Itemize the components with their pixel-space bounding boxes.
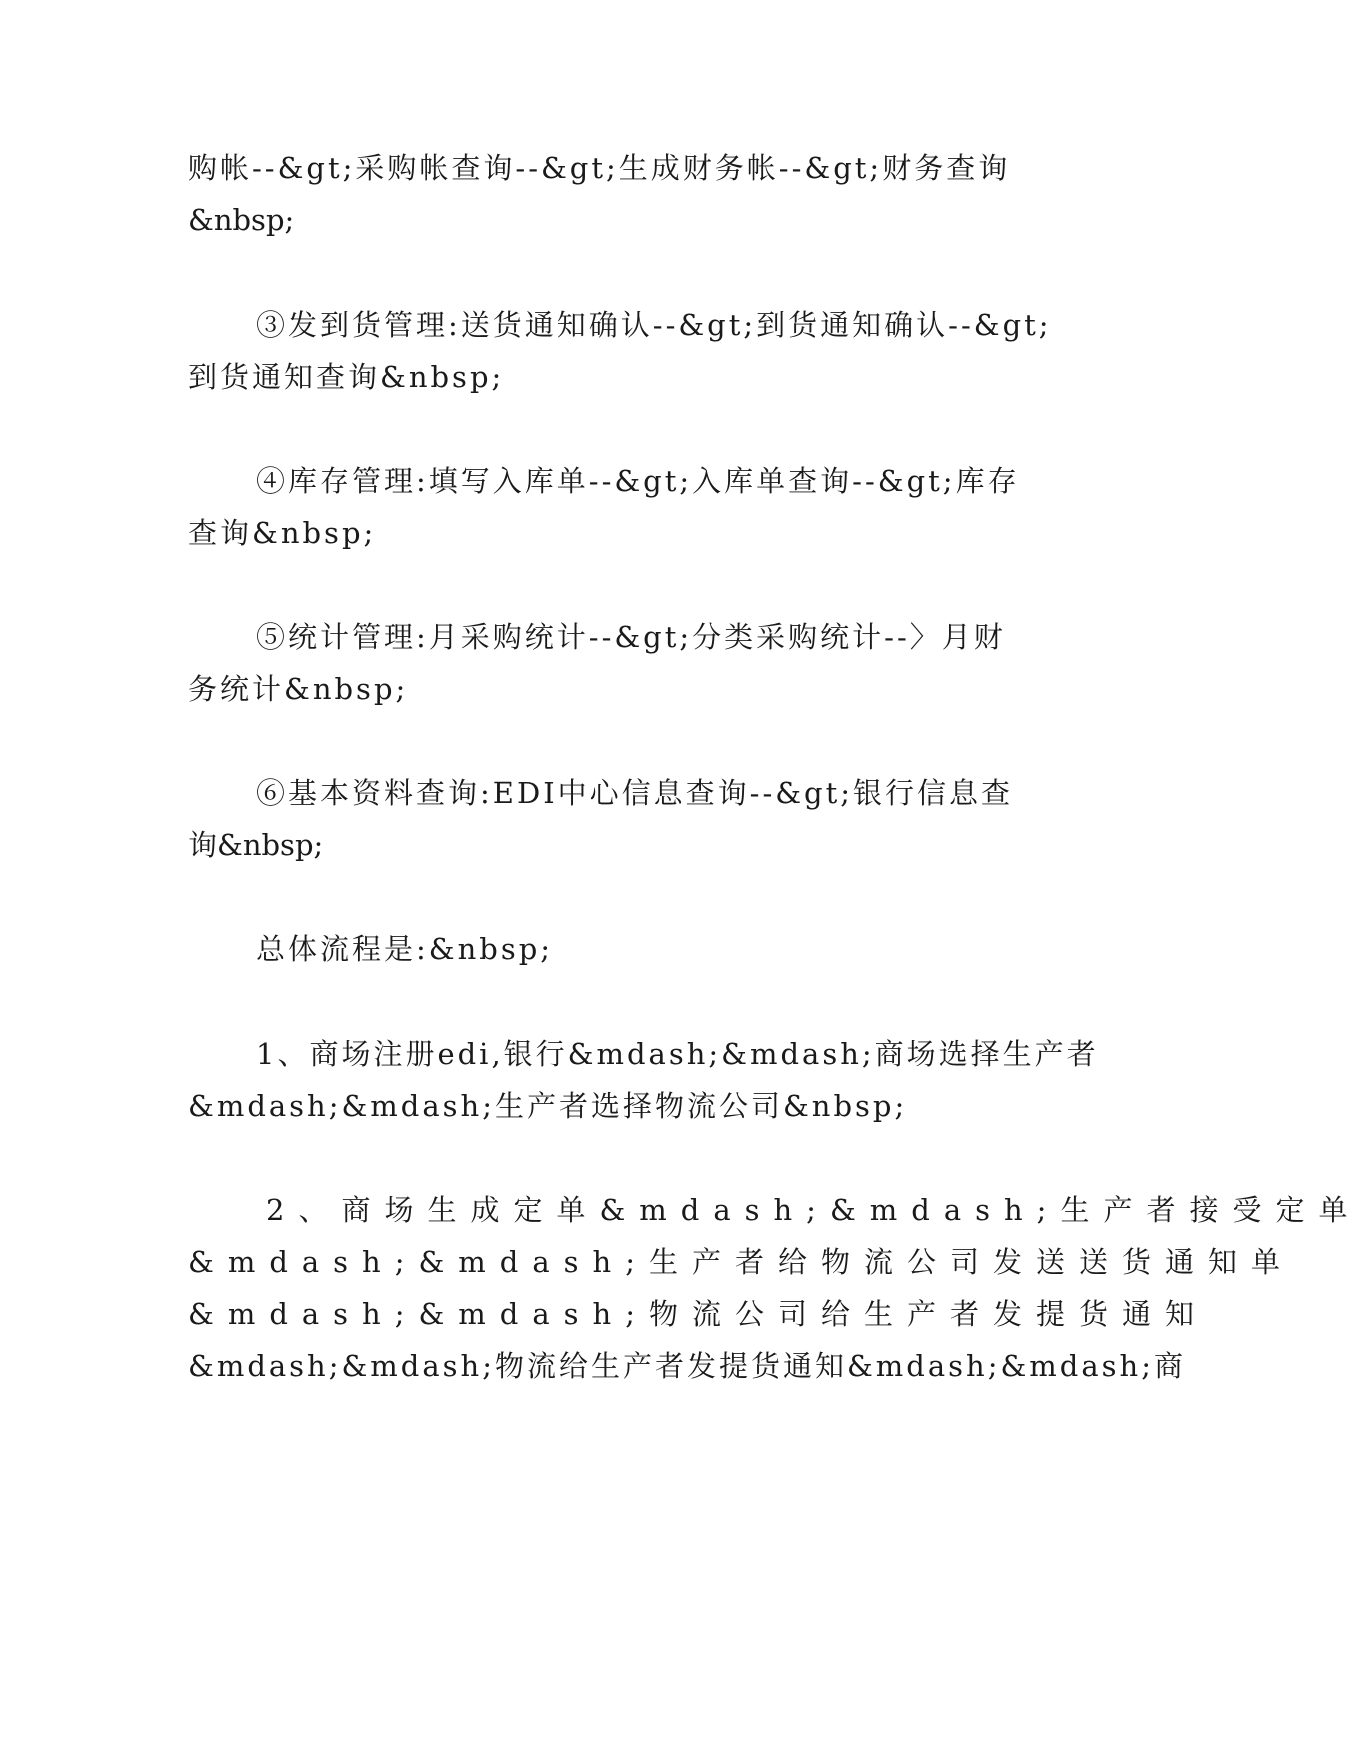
text-line-14: 2、商场生成定单&mdash;&mdash;生产者接受定单 xyxy=(266,1193,1361,1227)
text-line-17: &mdash;&mdash;物流给生产者发提货通知&mdash;&mdash;商 xyxy=(188,1349,1186,1383)
text-line-11: 总体流程是:&nbsp; xyxy=(256,932,554,966)
text-line-2: &nbsp; xyxy=(188,203,295,237)
text-line-5: ④库存管理:填写入库单--&gt;入库单查询--&gt;库存 xyxy=(256,464,1020,498)
text-line-9: ⑥基本资料查询:EDI中心信息查询--&gt;银行信息查 xyxy=(256,776,1014,810)
text-line-3: ③发到货管理:送货通知确认--&gt;到货通知确认--&gt; xyxy=(256,308,1052,342)
text-line-13: &mdash;&mdash;生产者选择物流公司&nbsp; xyxy=(188,1089,908,1123)
text-line-8: 务统计&nbsp; xyxy=(188,672,409,706)
text-line-12: 1、商场注册edi,银行&mdash;&mdash;商场选择生产者 xyxy=(256,1037,1099,1071)
text-line-1: 购帐--&gt;采购帐查询--&gt;生成财务帐--&gt;财务查询 xyxy=(188,151,1011,185)
text-line-15: &mdash;&mdash;生产者给物流公司发送送货通知单 xyxy=(188,1245,1294,1279)
text-line-10: 询&nbsp; xyxy=(188,828,324,862)
text-line-16: &mdash;&mdash;物流公司给生产者发提货通知 xyxy=(188,1297,1208,1331)
text-line-4: 到货通知查询&nbsp; xyxy=(188,360,505,394)
text-line-7: ⑤统计管理:月采购统计--&gt;分类采购统计--〉月财 xyxy=(256,620,1006,654)
text-line-6: 查询&nbsp; xyxy=(188,516,377,550)
